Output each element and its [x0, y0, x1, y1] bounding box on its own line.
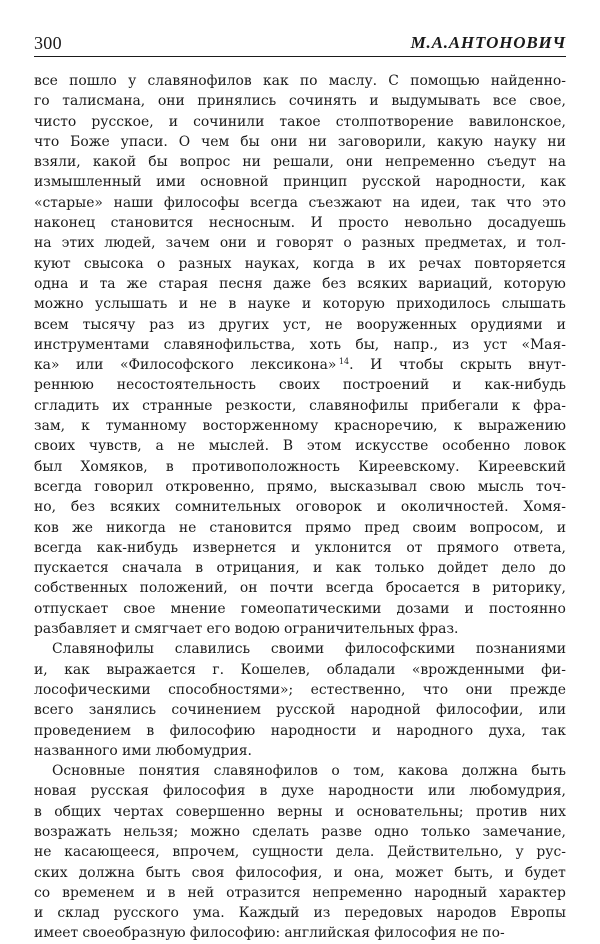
page-header [34, 30, 566, 57]
text-line: го талисмана, они принялись сочинять и выдумывать все свое, [34, 93, 566, 110]
text-line: сгладить их странные резкости, славянофилы прибегали к фра- [34, 397, 566, 414]
paragraph [34, 761, 566, 944]
text-line: зам, к туманному восторженному красноречию, к выражению [34, 418, 566, 435]
text-line: собственных положений, он почти всегда бросается в риторику, [34, 580, 566, 597]
text-line: «старые» наши философы всегда съезжают на идеи, так что это [34, 194, 566, 211]
text-line: инструментами славянофильства, хоть бы, напр., из уст «Мая- [34, 336, 566, 353]
text-line: проведением в философию народности и народного духа, так [34, 722, 566, 739]
text-line: и склад русского ума. Каждый из передовых народов Европы [34, 905, 566, 922]
text-line: реннюю несостоятельность своих построений и как-нибудь [34, 377, 566, 394]
body-text [34, 71, 566, 944]
text-line: всем тысячу раз из других уст, не вооруженных орудиями и [34, 316, 566, 333]
text-line: всегда говорил откровенно, прямо, высказывал свою мысль точ- [34, 478, 566, 495]
text-line: но, без всяких сомнительных оговорок и околичностей. Хомя- [34, 499, 566, 516]
text-line: новая русская философия в духе народности или любомудрия, [34, 783, 566, 800]
text-line: названного ими любомудрия. [34, 742, 252, 759]
text-line: и, как выражается г. Кошелев, обладали «врожденными фи- [34, 661, 566, 678]
text-line: со временем и в ней отразится непременно народный характер [34, 884, 566, 901]
page-number: 300 [34, 33, 62, 53]
text-line: наконец становится несносным. И просто невольно досадуешь [34, 215, 566, 232]
paragraph [34, 71, 566, 639]
text-line: лософическими способностями»; естественно, что они прежде [34, 681, 566, 698]
text-line: своих чувств, а не мыслей. В этом искусстве особенно ловок [34, 438, 566, 455]
text-line: ских должна быть своя философия, и она, может быть, и будет [34, 864, 566, 881]
text-line: чисто русское, и сочинили такое столпотворение вавилонское, [34, 113, 566, 130]
text-line: куют свысока о разных науках, когда в их речах повторяется [34, 255, 566, 272]
text-line: на этих людей, зачем они и говорят о разных предметах, и тол- [34, 235, 566, 252]
text-line: измышленный ими основной принцип русской народности, как [34, 174, 566, 191]
text-line: можно услышать и не в науке и которую приходилось слышать [34, 296, 566, 313]
running-head-author: М.А.АНТОНОВИЧ [410, 33, 566, 52]
text-line: ков же никогда не становится прямо пред своим вопросом, и [34, 519, 566, 536]
book-page [34, 30, 566, 944]
text-line: был Хомяков, в противоположность Киреевскому. Киреевский [34, 458, 566, 475]
text-line: в общих чертах совершенно верны и основательны; против них [34, 803, 566, 820]
text-line: что Боже упаси. О чем бы они ни заговорили, какую науку ни [34, 133, 566, 150]
text-line: пускается сначала в отрицания, и как только дойдет дело до [34, 560, 566, 577]
text-line: не касающееся, впрочем, сущности дела. Действительно, у рус- [34, 844, 566, 861]
text-line: Славянофилы славились своими философскими познаниями [52, 641, 566, 658]
paragraph [34, 639, 566, 761]
text-line: отпускает свое мнение гомеопатическими дозами и постоянно [34, 600, 566, 617]
text-line: ка» или «Философского лексикона» $^{14}$. И чтобы скрыть внут- [34, 357, 566, 374]
text-line: одна и та же старая песня даже без всяких вариаций, которую [34, 275, 566, 292]
text-line: имеет своеобразную философию: английская философия не по- [34, 925, 505, 942]
text-line: всего занялись сочинением русской народной философии, или [34, 702, 566, 719]
text-line: Основные понятия славянофилов о том, какова должна быть [52, 763, 566, 780]
text-line: всегда как-нибудь извернется и уклонится от прямого ответа, [34, 539, 566, 556]
text-line: взяли, какой бы вопрос ни решали, они непременно съедут на [34, 154, 566, 171]
text-line: разбавляет и смягчает его водою ограничительных фраз. [34, 621, 459, 638]
text-line: возражать нельзя; можно сделать разве одно только замечание, [34, 823, 566, 840]
text-line: все пошло у славянофилов как по маслу. С помощью найденно- [34, 73, 566, 89]
footnote-reference: 14 [336, 357, 350, 367]
